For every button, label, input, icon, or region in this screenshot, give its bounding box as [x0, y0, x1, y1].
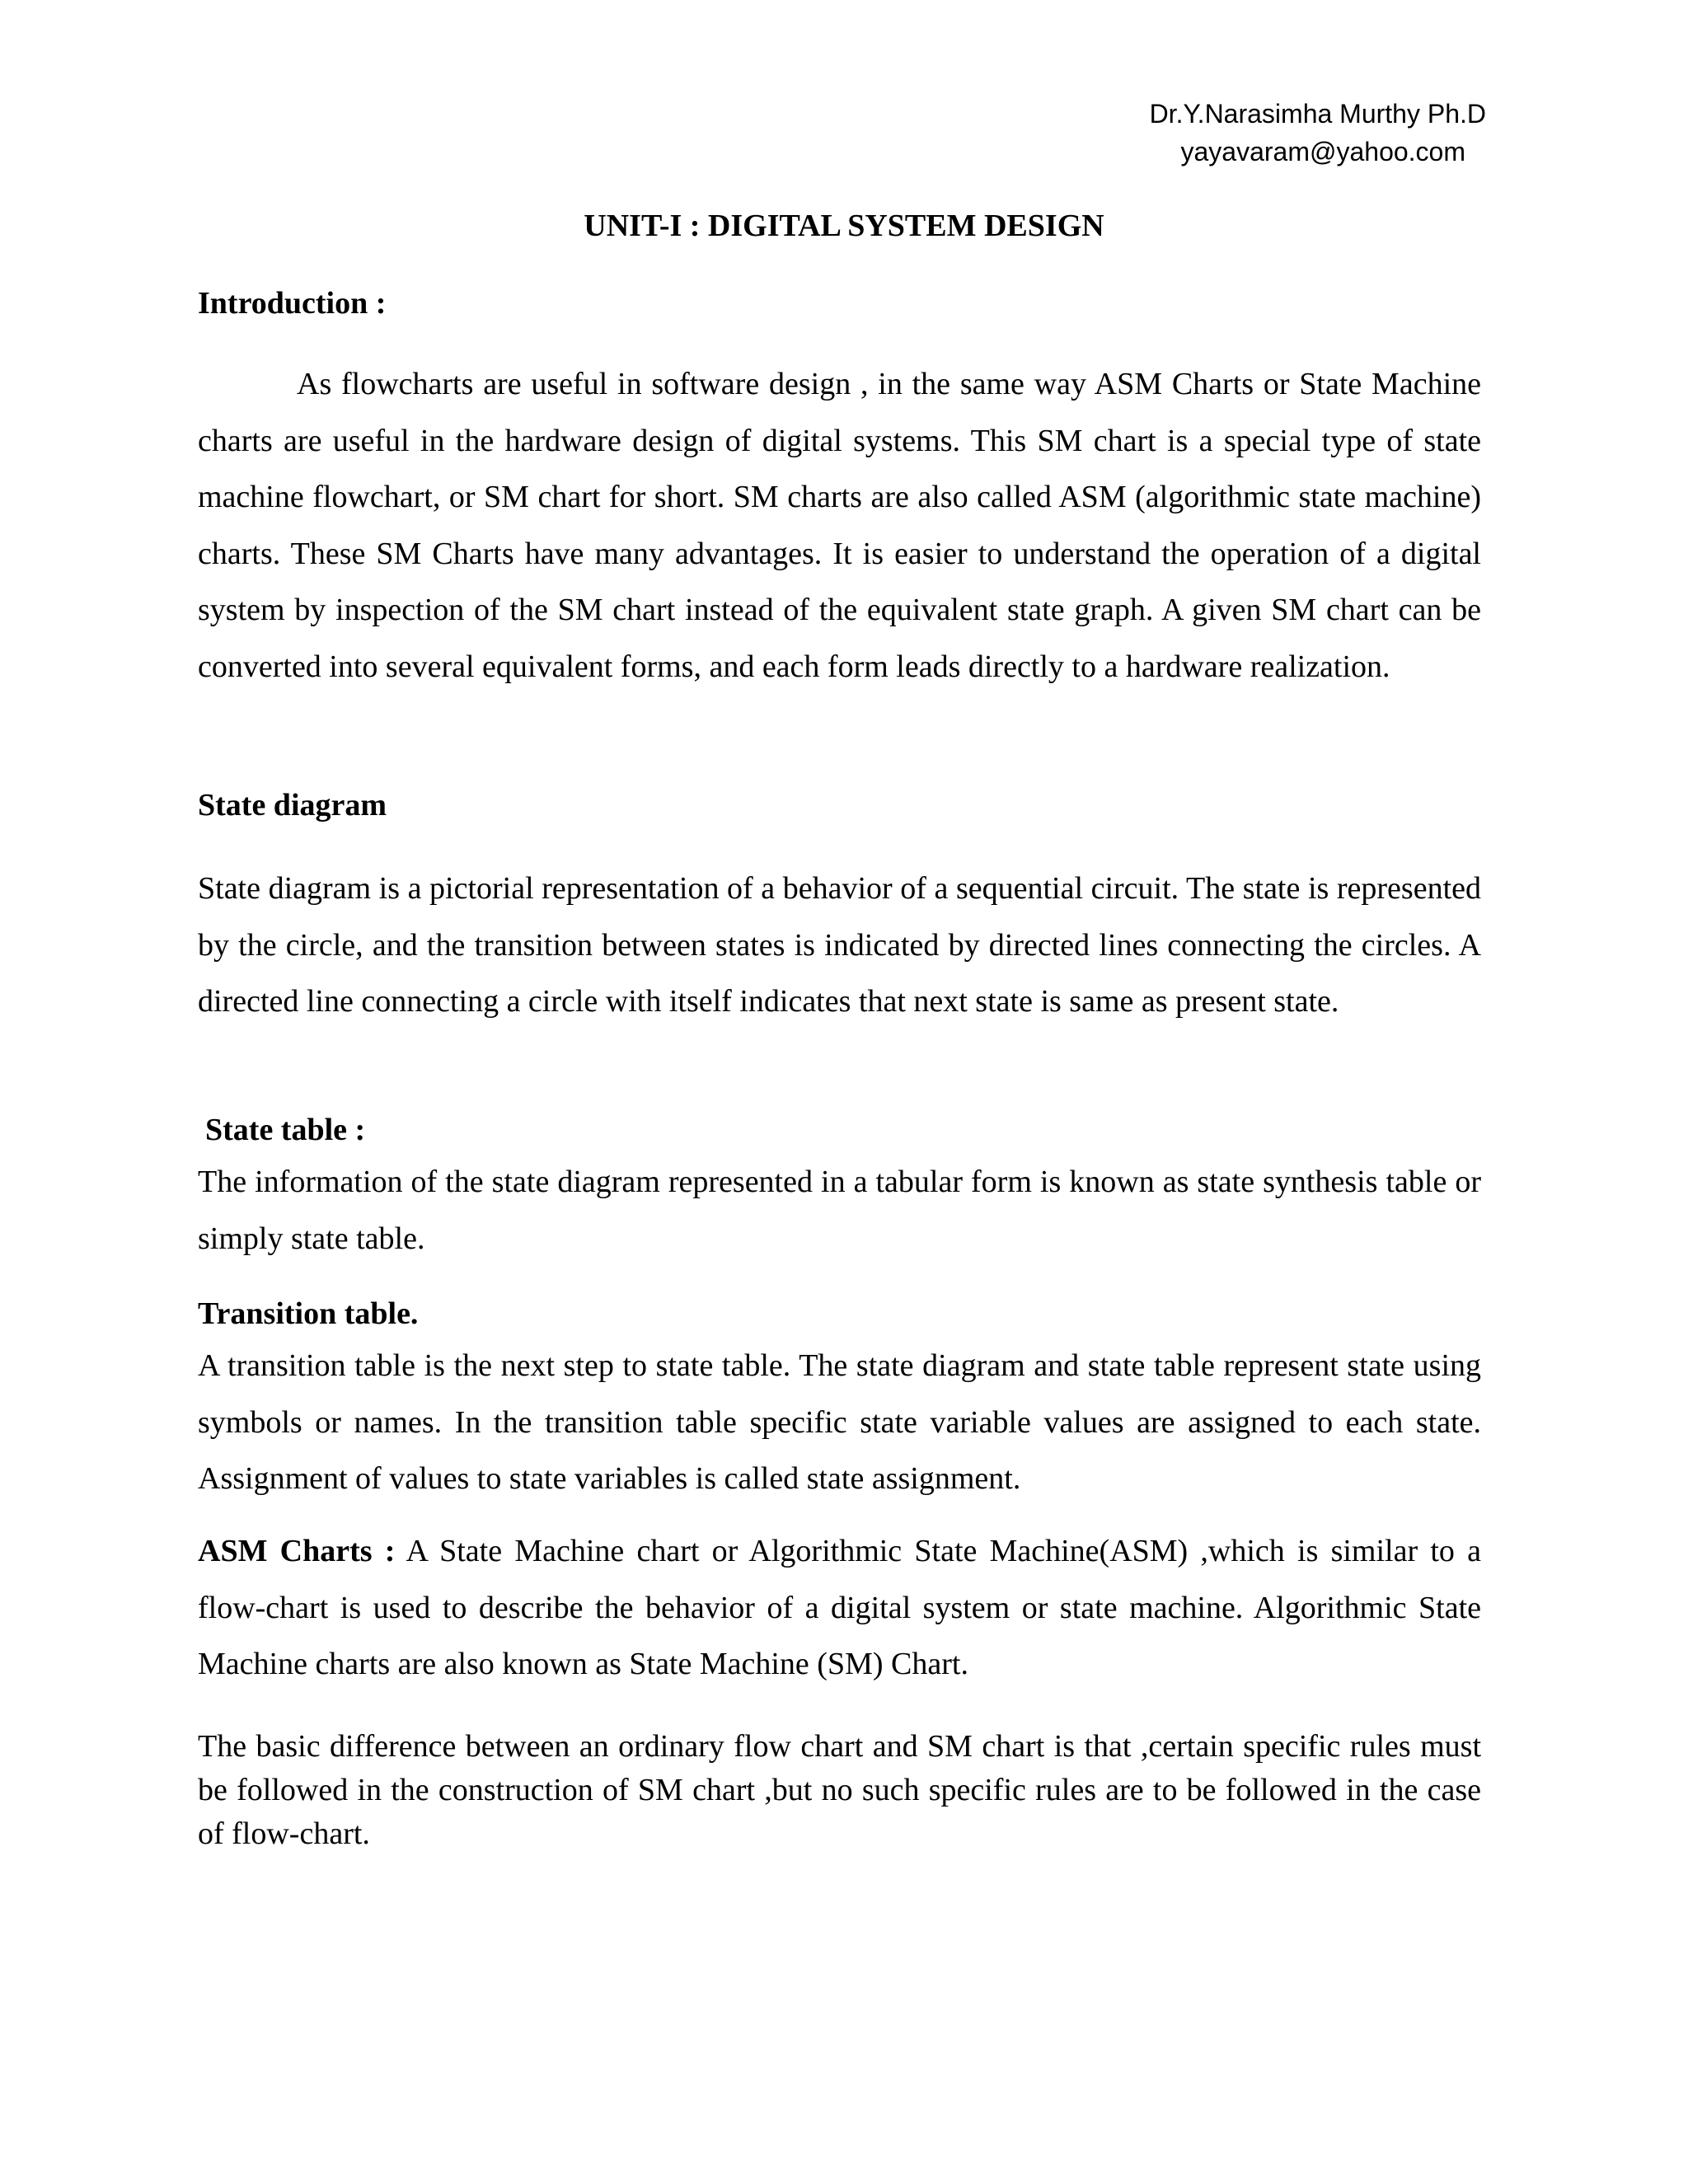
paragraph-asm-charts	[198, 1523, 1481, 1693]
heading-transition-table: Transition table.	[198, 1296, 419, 1331]
asm-charts-body: A State Machine chart or Algorithmic State Machine(ASM) ,which is similar to a flow-chart is used to describe the behavior of a digital system or state machine. Algorithmic State Machine charts are also known as State Machine (SM) Chart.	[198, 1534, 1481, 1681]
header-email: yayavaram@yahoo.com	[1180, 137, 1465, 166]
paragraph-state-diagram: State diagram is a pictorial representation of a behavior of a sequential circuit. The state is represented by the circle, and the transition between states is indicated by directed lines connecting the circles. A directed line connecting a circle with itself indicates that next state is same as present state.	[198, 871, 1481, 1019]
page-title: UNIT-I : DIGITAL SYSTEM DESIGN	[584, 209, 1104, 243]
header-author: Dr.Y.Narasimha Murthy Ph.D	[1149, 99, 1486, 129]
heading-asm-charts: ASM Charts :	[198, 1534, 396, 1568]
paragraph-difference: The basic difference between an ordinary flow chart and SM chart is that ,certain specific rules must be followed in the construction of SM chart ,but no such specific rules are to be followed in the case of flow-chart.	[198, 1729, 1481, 1851]
heading-state-table: State table :	[205, 1113, 366, 1147]
paragraph-transition-table: A transition table is the next step to state table. The state diagram and state table represent state using symbols or names. In the transition table specific state variable values are assigned to each state. Assignment of values to state variables is called state assignment.	[198, 1348, 1481, 1496]
paragraph-state-table: The information of the state diagram represented in a tabular form is known as state synthesis table or simply state table.	[198, 1165, 1481, 1256]
heading-introduction: Introduction :	[198, 286, 387, 321]
paragraph-introduction: As flowcharts are useful in software design , in the same way ASM Charts or State Machine charts are useful in the hardware design of digital systems. This SM chart is a special type of state machine flowchart, or SM chart for short. SM charts are also called ASM (algorithmic state machine) charts. These SM Charts have many advantages. It is easier to understand the operation of a digital system by inspection of the SM chart instead of the equivalent state graph. A given SM chart can be converted into several equivalent forms, and each form leads directly to a hardware realization.	[198, 367, 1481, 684]
heading-state-diagram: State diagram	[198, 788, 387, 823]
